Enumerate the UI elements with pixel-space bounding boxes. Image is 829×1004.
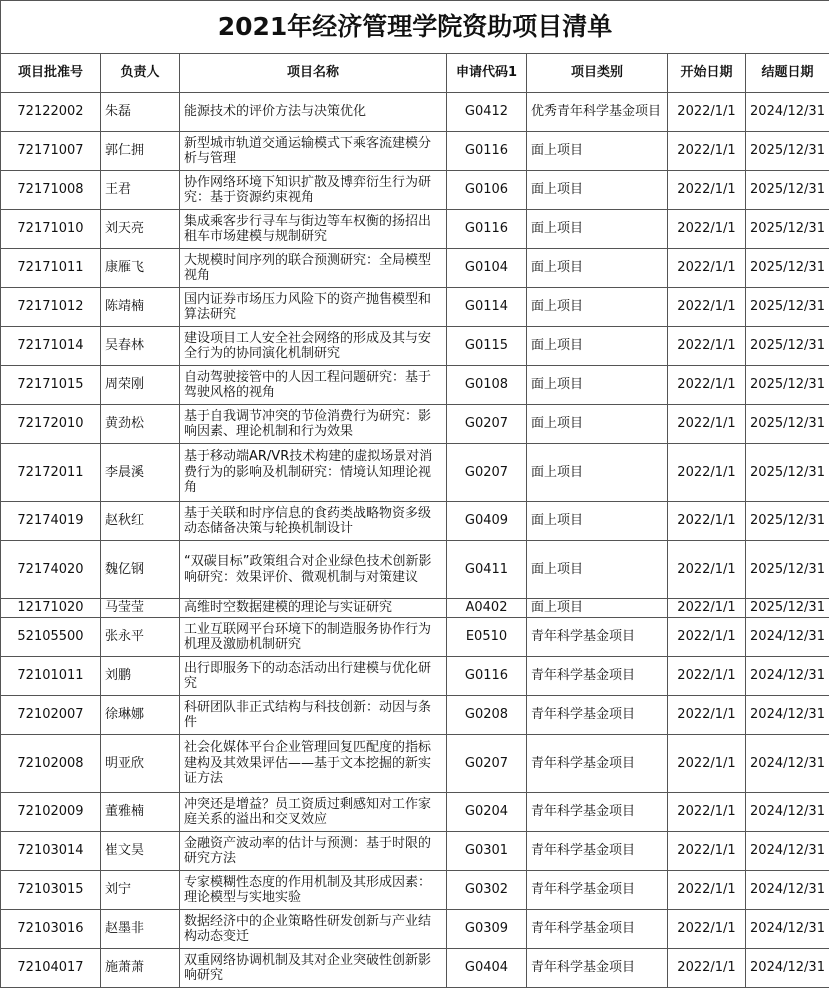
cell-name: 社会化媒体平台企业管理回复匹配度的指标建构及其效果评估——基于文本挖掘的新实证方法 xyxy=(180,735,447,793)
cell-start: 2022/1/1 xyxy=(668,696,746,735)
cell-type: 优秀青年科学基金项目 xyxy=(527,93,668,132)
cell-id: 72172010 xyxy=(1,405,101,444)
cell-name: 集成乘客步行寻车与街边等车权衡的扬招出租车市场建模与规制研究 xyxy=(180,210,447,249)
cell-type: 面上项目 xyxy=(527,541,668,599)
header-code: 申请代码1 xyxy=(447,54,527,93)
cell-end: 2024/12/31 xyxy=(746,618,829,657)
cell-id: 72103015 xyxy=(1,871,101,910)
cell-code: G0104 xyxy=(447,249,527,288)
cell-name: “双碳目标”政策组合对企业绿色技术创新影响研究：效果评价、微观机制与对策建议 xyxy=(180,541,447,599)
cell-start: 2022/1/1 xyxy=(668,327,746,366)
cell-start: 2022/1/1 xyxy=(668,366,746,405)
cell-person: 李晨溪 xyxy=(101,444,180,502)
cell-person: 刘鹏 xyxy=(101,657,180,696)
table-row xyxy=(1,171,829,210)
cell-type: 面上项目 xyxy=(527,288,668,327)
cell-end: 2024/12/31 xyxy=(746,793,829,832)
cell-id: 72104017 xyxy=(1,949,101,988)
cell-type: 青年科学基金项目 xyxy=(527,949,668,988)
cell-end: 2024/12/31 xyxy=(746,696,829,735)
cell-person: 马莹莹 xyxy=(101,599,180,618)
cell-end: 2025/12/31 xyxy=(746,405,829,444)
cell-code: A0402 xyxy=(447,599,527,618)
table-row xyxy=(1,405,829,444)
cell-code: G0116 xyxy=(447,657,527,696)
cell-person: 王君 xyxy=(101,171,180,210)
cell-type: 面上项目 xyxy=(527,444,668,502)
cell-type: 面上项目 xyxy=(527,405,668,444)
cell-start: 2022/1/1 xyxy=(668,871,746,910)
table-row xyxy=(1,132,829,171)
cell-start: 2022/1/1 xyxy=(668,210,746,249)
cell-id: 72102007 xyxy=(1,696,101,735)
header-id: 项目批准号 xyxy=(1,54,101,93)
cell-type: 面上项目 xyxy=(527,366,668,405)
cell-name: 双重网络协调机制及其对企业突破性创新影响研究 xyxy=(180,949,447,988)
cell-end: 2024/12/31 xyxy=(746,657,829,696)
table-row xyxy=(1,366,829,405)
cell-type: 青年科学基金项目 xyxy=(527,657,668,696)
cell-start: 2022/1/1 xyxy=(668,288,746,327)
cell-id: 72171011 xyxy=(1,249,101,288)
cell-end: 2025/12/31 xyxy=(746,541,829,599)
cell-start: 2022/1/1 xyxy=(668,541,746,599)
cell-id: 72172011 xyxy=(1,444,101,502)
cell-type: 面上项目 xyxy=(527,249,668,288)
cell-code: G0115 xyxy=(447,327,527,366)
cell-id: 12171020 xyxy=(1,599,101,618)
cell-code: G0411 xyxy=(447,541,527,599)
cell-code: G0301 xyxy=(447,832,527,871)
cell-type: 青年科学基金项目 xyxy=(527,793,668,832)
cell-code: G0207 xyxy=(447,735,527,793)
cell-start: 2022/1/1 xyxy=(668,132,746,171)
table-row xyxy=(1,288,829,327)
cell-code: G0309 xyxy=(447,910,527,949)
table-row xyxy=(1,444,829,502)
table-row xyxy=(1,793,829,832)
table-row xyxy=(1,618,829,657)
table-row xyxy=(1,210,829,249)
cell-name: 出行即服务下的动态活动出行建模与优化研究 xyxy=(180,657,447,696)
cell-code: G0302 xyxy=(447,871,527,910)
cell-name: 大规模时间序列的联合预测研究：全局模型视角 xyxy=(180,249,447,288)
cell-code: G0114 xyxy=(447,288,527,327)
cell-end: 2025/12/31 xyxy=(746,444,829,502)
cell-name: 基于移动端AR/VR技术构建的虚拟场景对消费行为的影响及机制研究：情境认知理论视角 xyxy=(180,444,447,502)
cell-person: 董雅楠 xyxy=(101,793,180,832)
cell-person: 赵秋红 xyxy=(101,502,180,541)
header-end: 结题日期 xyxy=(746,54,829,93)
cell-code: G0204 xyxy=(447,793,527,832)
cell-start: 2022/1/1 xyxy=(668,405,746,444)
cell-id: 72171014 xyxy=(1,327,101,366)
cell-person: 朱磊 xyxy=(101,93,180,132)
cell-code: G0208 xyxy=(447,696,527,735)
cell-code: G0106 xyxy=(447,171,527,210)
cell-code: G0116 xyxy=(447,132,527,171)
cell-start: 2022/1/1 xyxy=(668,93,746,132)
cell-type: 青年科学基金项目 xyxy=(527,832,668,871)
cell-end: 2024/12/31 xyxy=(746,93,829,132)
table-row xyxy=(1,735,829,793)
cell-type: 面上项目 xyxy=(527,171,668,210)
cell-type: 面上项目 xyxy=(527,502,668,541)
header-row xyxy=(1,54,829,93)
table-row xyxy=(1,696,829,735)
cell-start: 2022/1/1 xyxy=(668,657,746,696)
cell-start: 2022/1/1 xyxy=(668,832,746,871)
table-row xyxy=(1,327,829,366)
cell-end: 2025/12/31 xyxy=(746,327,829,366)
cell-end: 2025/12/31 xyxy=(746,171,829,210)
table-row xyxy=(1,93,829,132)
page-title: 2021年经济管理学院资助项目清单 xyxy=(1,1,829,54)
cell-start: 2022/1/1 xyxy=(668,618,746,657)
cell-id: 52105500 xyxy=(1,618,101,657)
cell-name: 建设项目工人安全社会网络的形成及其与安全行为的协同演化机制研究 xyxy=(180,327,447,366)
cell-end: 2025/12/31 xyxy=(746,210,829,249)
cell-start: 2022/1/1 xyxy=(668,444,746,502)
cell-person: 吴春林 xyxy=(101,327,180,366)
cell-name: 基于关联和时序信息的食药类战略物资多级动态储备决策与轮换机制设计 xyxy=(180,502,447,541)
cell-end: 2024/12/31 xyxy=(746,910,829,949)
cell-person: 周荣刚 xyxy=(101,366,180,405)
cell-person: 赵墨非 xyxy=(101,910,180,949)
header-start: 开始日期 xyxy=(668,54,746,93)
cell-name: 基于自我调节冲突的节俭消费行为研究：影响因素、理论机制和行为效果 xyxy=(180,405,447,444)
cell-start: 2022/1/1 xyxy=(668,502,746,541)
table-row xyxy=(1,541,829,599)
cell-person: 崔文昊 xyxy=(101,832,180,871)
cell-person: 徐琳娜 xyxy=(101,696,180,735)
cell-type: 面上项目 xyxy=(527,132,668,171)
cell-type: 面上项目 xyxy=(527,599,668,618)
cell-id: 72171007 xyxy=(1,132,101,171)
cell-start: 2022/1/1 xyxy=(668,735,746,793)
cell-end: 2024/12/31 xyxy=(746,735,829,793)
cell-name: 新型城市轨道交通运输模式下乘客流建模分析与管理 xyxy=(180,132,447,171)
cell-start: 2022/1/1 xyxy=(668,249,746,288)
cell-name: 工业互联网平台环境下的制造服务协作行为机理及激励机制研究 xyxy=(180,618,447,657)
cell-id: 72171012 xyxy=(1,288,101,327)
header-type: 项目类别 xyxy=(527,54,668,93)
cell-id: 72122002 xyxy=(1,93,101,132)
cell-type: 青年科学基金项目 xyxy=(527,871,668,910)
cell-type: 青年科学基金项目 xyxy=(527,910,668,949)
cell-code: G0409 xyxy=(447,502,527,541)
cell-type: 青年科学基金项目 xyxy=(527,696,668,735)
cell-id: 72171010 xyxy=(1,210,101,249)
cell-end: 2025/12/31 xyxy=(746,366,829,405)
cell-name: 自动驾驶接管中的人因工程问题研究：基于驾驶风格的视角 xyxy=(180,366,447,405)
cell-person: 张永平 xyxy=(101,618,180,657)
cell-person: 明亚欣 xyxy=(101,735,180,793)
cell-end: 2024/12/31 xyxy=(746,832,829,871)
cell-name: 数据经济中的企业策略性研发创新与产业结构动态变迁 xyxy=(180,910,447,949)
header-person: 负责人 xyxy=(101,54,180,93)
cell-end: 2024/12/31 xyxy=(746,871,829,910)
cell-name: 协作网络环境下知识扩散及博弈衍生行为研究：基于资源约束视角 xyxy=(180,171,447,210)
cell-end: 2025/12/31 xyxy=(746,599,829,618)
cell-person: 黄劲松 xyxy=(101,405,180,444)
cell-id: 72174019 xyxy=(1,502,101,541)
table-row xyxy=(1,599,829,618)
cell-start: 2022/1/1 xyxy=(668,949,746,988)
cell-name: 国内证券市场压力风险下的资产抛售模型和算法研究 xyxy=(180,288,447,327)
table-row xyxy=(1,832,829,871)
cell-id: 72103016 xyxy=(1,910,101,949)
cell-person: 郭仁拥 xyxy=(101,132,180,171)
cell-end: 2025/12/31 xyxy=(746,249,829,288)
cell-type: 面上项目 xyxy=(527,210,668,249)
cell-person: 陈靖楠 xyxy=(101,288,180,327)
cell-type: 面上项目 xyxy=(527,327,668,366)
cell-end: 2024/12/31 xyxy=(746,949,829,988)
cell-id: 72102008 xyxy=(1,735,101,793)
cell-person: 魏亿钢 xyxy=(101,541,180,599)
cell-end: 2025/12/31 xyxy=(746,502,829,541)
cell-id: 72171008 xyxy=(1,171,101,210)
cell-id: 72102009 xyxy=(1,793,101,832)
cell-name: 科研团队非正式结构与科技创新：动因与条件 xyxy=(180,696,447,735)
table-row xyxy=(1,502,829,541)
cell-code: E0510 xyxy=(447,618,527,657)
cell-end: 2025/12/31 xyxy=(746,288,829,327)
cell-name: 冲突还是增益？员工资质过剩感知对工作家庭关系的溢出和交叉效应 xyxy=(180,793,447,832)
table-row xyxy=(1,657,829,696)
cell-start: 2022/1/1 xyxy=(668,793,746,832)
cell-id: 72171015 xyxy=(1,366,101,405)
cell-person: 刘天亮 xyxy=(101,210,180,249)
cell-name: 高维时空数据建模的理论与实证研究 xyxy=(180,599,447,618)
table-row xyxy=(1,871,829,910)
table-row xyxy=(1,910,829,949)
cell-type: 青年科学基金项目 xyxy=(527,735,668,793)
table-row xyxy=(1,949,829,988)
cell-start: 2022/1/1 xyxy=(668,171,746,210)
cell-person: 施萧萧 xyxy=(101,949,180,988)
cell-name: 专家模糊性态度的作用机制及其形成因素：理论模型与实地实验 xyxy=(180,871,447,910)
cell-id: 72174020 xyxy=(1,541,101,599)
cell-id: 72103014 xyxy=(1,832,101,871)
header-name: 项目名称 xyxy=(180,54,447,93)
cell-code: G0207 xyxy=(447,444,527,502)
cell-code: G0412 xyxy=(447,93,527,132)
cell-start: 2022/1/1 xyxy=(668,910,746,949)
cell-name: 能源技术的评价方法与决策优化 xyxy=(180,93,447,132)
cell-name: 金融资产波动率的估计与预测：基于时限的研究方法 xyxy=(180,832,447,871)
cell-type: 青年科学基金项目 xyxy=(527,618,668,657)
cell-id: 72101011 xyxy=(1,657,101,696)
table-row xyxy=(1,249,829,288)
cell-code: G0116 xyxy=(447,210,527,249)
cell-person: 康雁飞 xyxy=(101,249,180,288)
cell-person: 刘宁 xyxy=(101,871,180,910)
cell-end: 2025/12/31 xyxy=(746,132,829,171)
cell-code: G0404 xyxy=(447,949,527,988)
cell-start: 2022/1/1 xyxy=(668,599,746,618)
cell-code: G0108 xyxy=(447,366,527,405)
cell-code: G0207 xyxy=(447,405,527,444)
